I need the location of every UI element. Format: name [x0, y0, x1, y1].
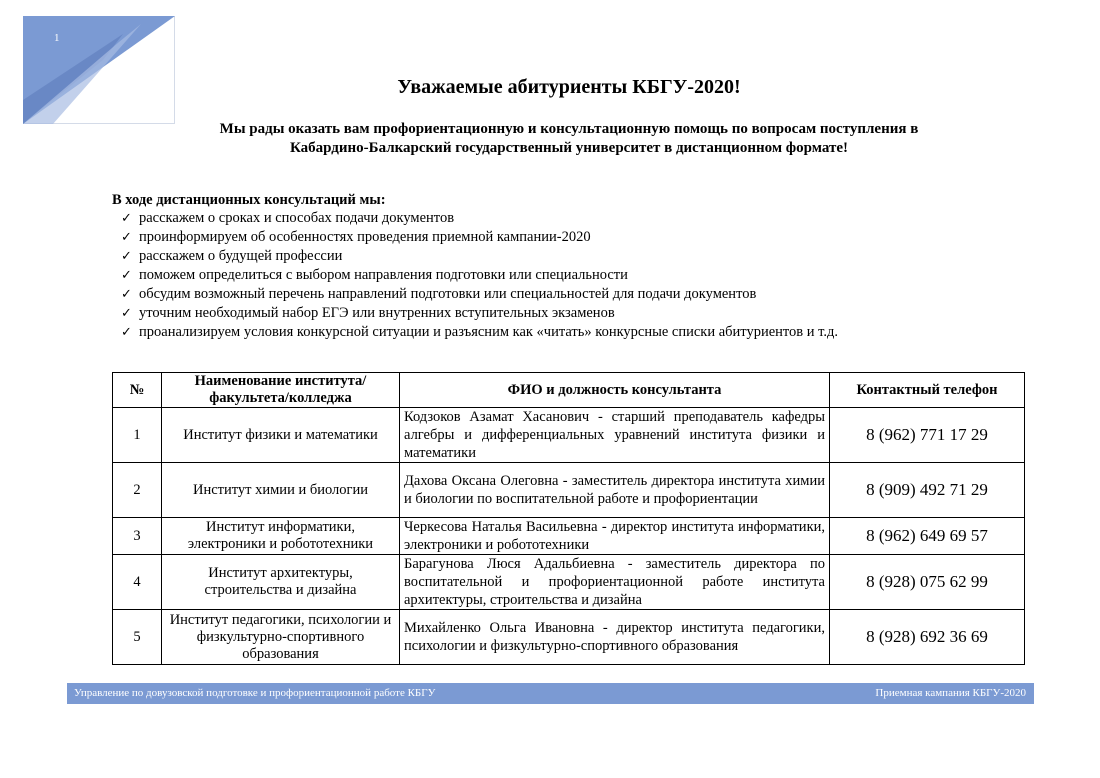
header-consultant: ФИО и должность консультанта	[400, 373, 830, 408]
check-icon: ✓	[121, 211, 132, 226]
row-num: 1	[113, 408, 162, 463]
row-phone: 8 (962) 771 17 29	[830, 408, 1025, 463]
row-phone: 8 (928) 692 36 69	[830, 610, 1025, 665]
table-row	[113, 463, 1025, 518]
row-consultant: Барагунова Люся Адальбиевна - заместитель директора по воспитательной и профориентационной работе института архитектуры, строительства и дизайна	[400, 555, 830, 610]
table-row	[113, 555, 1025, 610]
row-consultant: Кодзоков Азамат Хасанович - старший преподаватель кафедры алгебры и дифференциальных уравнений института физики и математики	[400, 408, 830, 463]
row-institute: Институт архитектуры, строительства и дизайна	[162, 555, 400, 610]
consultants-table	[112, 372, 1025, 665]
list-item	[121, 247, 1012, 266]
row-institute: Институт педагогики, психологии и физкультурно-спортивного образования	[162, 610, 400, 665]
check-icon: ✓	[121, 287, 132, 302]
subtitle-line-1: Мы рады оказать вам профориентационную и консультационную помощь по вопросам поступления в	[219, 121, 919, 137]
row-num: 4	[113, 555, 162, 610]
check-icon: ✓	[121, 249, 132, 264]
list-item-text: расскажем о сроках и способах подачи документов	[139, 210, 455, 226]
consultation-heading: В ходе дистанционных консультаций мы:	[112, 192, 386, 208]
page-corner-decoration	[23, 16, 175, 124]
header-phone: Контактный телефон	[830, 373, 1025, 408]
check-icon: ✓	[121, 325, 132, 340]
page-title: Уважаемые абитуриенты КБГУ-2020!	[397, 76, 741, 98]
list-item-text: уточним необходимый набор ЕГЭ или внутренних вступительных экзаменов	[139, 305, 615, 321]
row-num: 5	[113, 610, 162, 665]
table-row	[113, 610, 1025, 665]
page-footer	[67, 683, 1034, 704]
footer-right-text: Приемная кампания КБГУ-2020	[875, 687, 1026, 699]
consultation-section	[112, 192, 1012, 342]
table-row	[113, 408, 1025, 463]
list-item	[121, 285, 1012, 304]
row-phone: 8 (909) 492 71 29	[830, 463, 1025, 518]
check-icon: ✓	[121, 230, 132, 245]
row-institute: Институт информатики, электроники и робототехники	[162, 518, 400, 555]
list-item-text: обсудим возможный перечень направлений подготовки или специальностей для подачи документов	[139, 286, 757, 302]
row-consultant: Михайленко Ольга Ивановна - директор института педагогики, психологии и физкультурно-спортивного образования	[400, 610, 830, 665]
list-item	[121, 304, 1012, 323]
subtitle-line-2: Кабардино-Балкарский государственный университет в дистанционном формате!	[289, 140, 849, 156]
page-subtitle	[0, 120, 1100, 158]
footer-left-text: Управление по довузовской подготовке и профориентационной работе КБГУ	[74, 687, 436, 699]
list-item	[121, 266, 1012, 285]
list-item	[121, 209, 1012, 228]
check-icon: ✓	[121, 306, 132, 321]
header-institute: Наименование института/ факультета/колледжа	[162, 373, 400, 408]
list-item-text: расскажем о будущей профессии	[139, 248, 343, 264]
table-header-row	[113, 373, 1025, 408]
row-institute: Институт физики и математики	[162, 408, 400, 463]
row-num: 3	[113, 518, 162, 555]
list-item-text: проинформируем об особенностях проведения приемной кампании-2020	[139, 229, 591, 245]
check-icon: ✓	[121, 268, 132, 283]
list-item	[121, 228, 1012, 247]
row-num: 2	[113, 463, 162, 518]
header-num: №	[113, 373, 162, 408]
consultation-list	[112, 209, 1012, 342]
row-consultant: Дахова Оксана Олеговна - заместитель директора института химии и биологии по воспитательной работе и профориентации	[400, 463, 830, 518]
row-phone: 8 (962) 649 69 57	[830, 518, 1025, 555]
page-number: 1	[54, 32, 60, 44]
row-institute: Институт химии и биологии	[162, 463, 400, 518]
row-consultant: Черкесова Наталья Васильевна - директор института информатики, электроники и робототехники	[400, 518, 830, 555]
list-item-text: проанализируем условия конкурсной ситуации и разъясним как «читать» конкурсные списки абитуриентов и т.д.	[139, 324, 839, 340]
list-item-text: поможем определиться с выбором направления подготовки или специальности	[139, 267, 628, 283]
list-item	[121, 323, 1012, 342]
table-row	[113, 518, 1025, 555]
row-phone: 8 (928) 075 62 99	[830, 555, 1025, 610]
